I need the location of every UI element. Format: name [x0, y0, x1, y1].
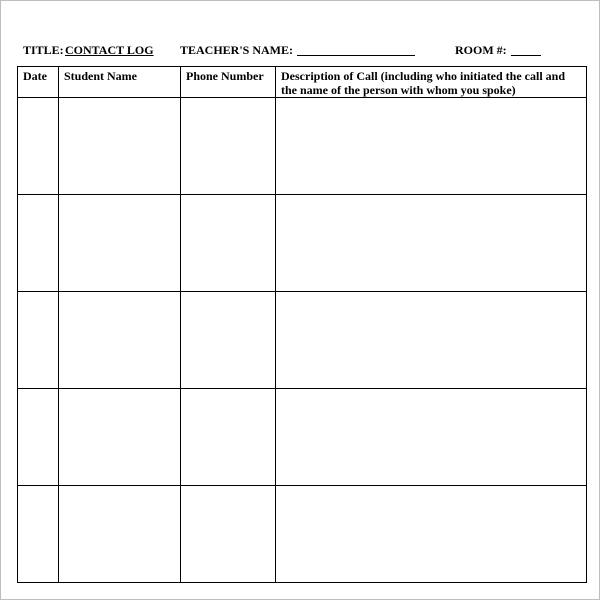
date-cell[interactable] — [18, 292, 59, 389]
description-cell[interactable] — [276, 98, 587, 195]
phone-number-cell[interactable] — [181, 389, 276, 486]
column-header-phone-number: Phone Number — [181, 67, 276, 98]
date-cell[interactable] — [18, 486, 59, 583]
description-cell[interactable] — [276, 389, 587, 486]
teacher-name-label: TEACHER'S NAME: — [180, 43, 294, 57]
description-cell[interactable] — [276, 292, 587, 389]
room-number-label: ROOM #: — [455, 43, 507, 57]
contact-log-table — [17, 66, 587, 583]
student-name-cell[interactable] — [59, 98, 181, 195]
phone-number-cell[interactable] — [181, 98, 276, 195]
table-header-row — [18, 67, 587, 98]
student-name-cell[interactable] — [59, 292, 181, 389]
form-header — [1, 41, 599, 61]
date-cell[interactable] — [18, 195, 59, 292]
student-name-cell[interactable] — [59, 195, 181, 292]
table-row — [18, 486, 587, 583]
room-number-blank[interactable] — [511, 43, 541, 56]
phone-number-cell[interactable] — [181, 486, 276, 583]
column-header-student-name: Student Name — [59, 67, 181, 98]
teacher-name-blank[interactable] — [297, 43, 415, 56]
table-row — [18, 98, 587, 195]
student-name-cell[interactable] — [59, 486, 181, 583]
student-name-cell[interactable] — [59, 389, 181, 486]
date-cell[interactable] — [18, 389, 59, 486]
title-label: TITLE: — [23, 43, 64, 57]
date-cell[interactable] — [18, 98, 59, 195]
title-value: CONTACT LOG — [65, 43, 154, 57]
column-header-description: Description of Call (including who initiated the call and the name of the person with whom you spoke) — [276, 67, 587, 98]
phone-number-cell[interactable] — [181, 292, 276, 389]
description-cell[interactable] — [276, 486, 587, 583]
table-row — [18, 195, 587, 292]
column-header-date: Date — [18, 67, 59, 98]
phone-number-cell[interactable] — [181, 195, 276, 292]
table-row — [18, 292, 587, 389]
description-cell[interactable] — [276, 195, 587, 292]
table-row — [18, 389, 587, 486]
